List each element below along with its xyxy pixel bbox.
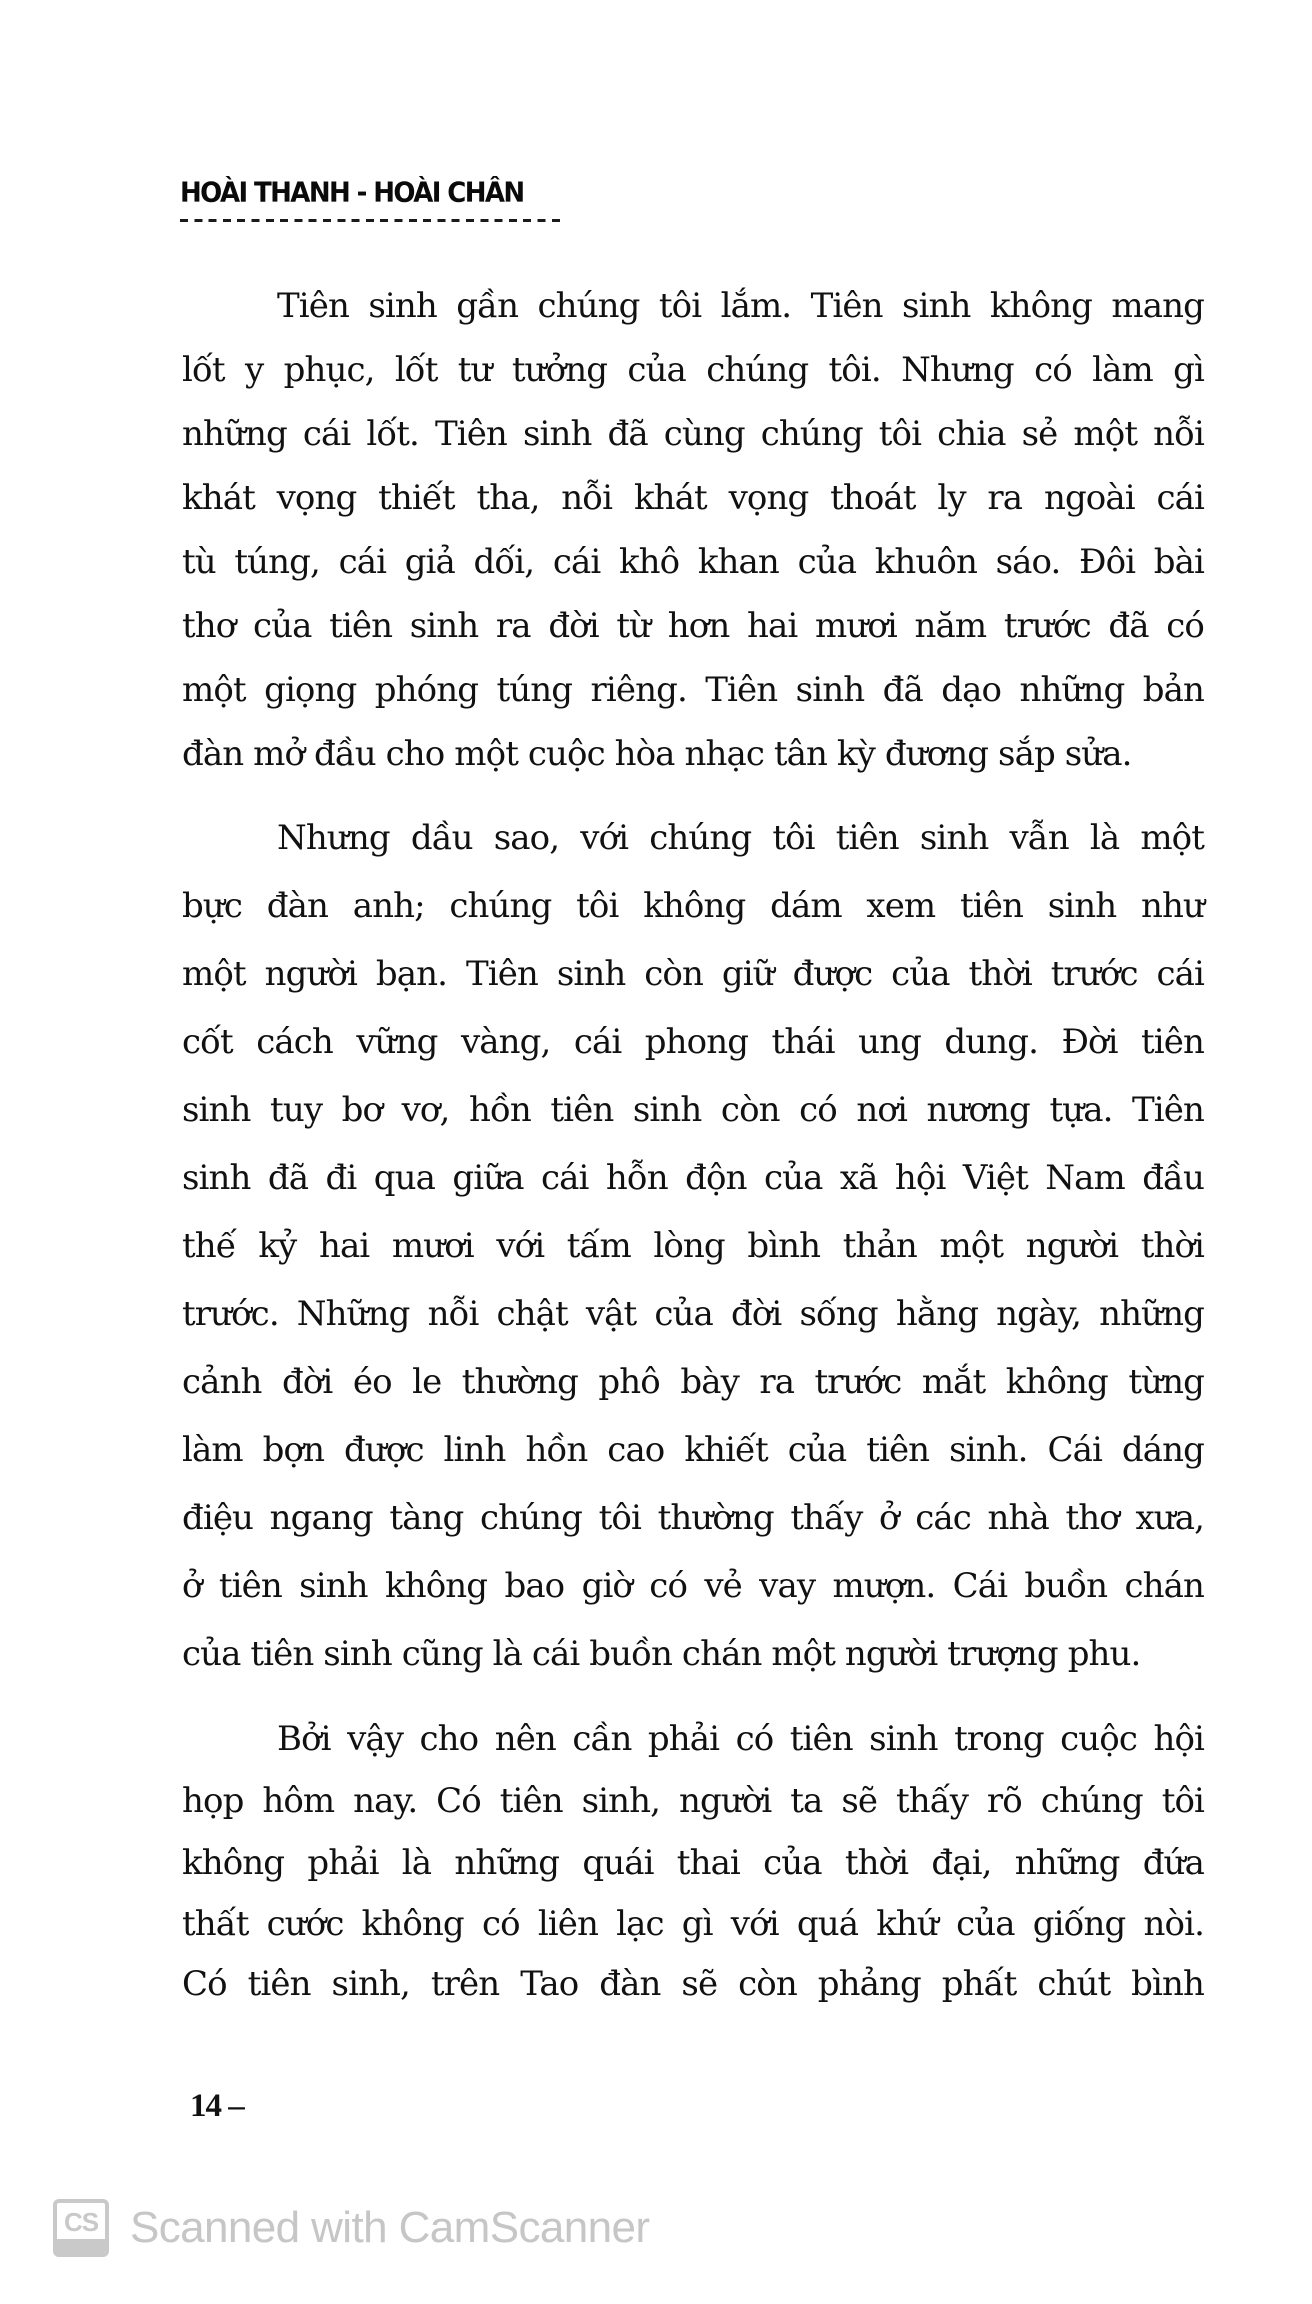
text-line: họp hôm nay. Có tiên sinh, người ta sẽ thấy rõ chúng tôi xyxy=(182,1781,1204,1821)
text-line: điệu ngang tàng chúng tôi thường thấy ở các nhà thơ xưa, xyxy=(182,1498,1204,1538)
camscanner-watermark xyxy=(53,2198,649,2258)
text-line: những cái lốt. Tiên sinh đã cùng chúng tôi chia sẻ một nỗi xyxy=(182,414,1204,454)
text-line: sinh đã đi qua giữa cái hỗn độn của xã hội Việt Nam đầu xyxy=(182,1158,1204,1198)
camscanner-logo-text: CS xyxy=(63,2207,99,2237)
text-line: thơ của tiên sinh ra đời từ hơn hai mươi năm trước đã có xyxy=(182,606,1204,646)
text-line: làm bợn được linh hồn cao khiết của tiên sinh. Cái dáng xyxy=(182,1430,1204,1470)
text-line: của tiên sinh cũng là cái buồn chán một người trượng phu. xyxy=(182,1634,1141,1674)
page-number: 14 – xyxy=(190,2088,244,2124)
text-line: Nhưng dầu sao, với chúng tôi tiên sinh vẫn là một xyxy=(277,818,1204,858)
text-line: sinh tuy bơ vơ, hồn tiên sinh còn có nơi nương tựa. Tiên xyxy=(182,1090,1204,1130)
header-dashed-rule xyxy=(180,219,566,222)
camscanner-logo-bar xyxy=(57,2239,105,2253)
text-line: cốt cách vững vàng, cái phong thái ung dung. Đời tiên xyxy=(182,1022,1204,1062)
text-line: Tiên sinh gần chúng tôi lắm. Tiên sinh không mang xyxy=(277,286,1204,326)
text-line: thế kỷ hai mươi với tấm lòng bình thản một người thời xyxy=(182,1226,1204,1266)
text-line: Có tiên sinh, trên Tao đàn sẽ còn phảng phất chút bình xyxy=(182,1964,1204,2004)
text-line: bực đàn anh; chúng tôi không dám xem tiên sinh như xyxy=(182,886,1204,926)
text-line: không phải là những quái thai của thời đại, những đứa xyxy=(182,1843,1204,1883)
text-line: lốt y phục, lốt tư tưởng của chúng tôi. Nhưng có làm gì xyxy=(182,350,1204,390)
text-line: đàn mở đầu cho một cuộc hòa nhạc tân kỳ đương sắp sửa. xyxy=(182,734,1132,774)
text-line: khát vọng thiết tha, nỗi khát vọng thoát ly ra ngoài cái xyxy=(182,478,1204,518)
text-line: ở tiên sinh không bao giờ có vẻ vay mượn. Cái buồn chán xyxy=(182,1566,1204,1606)
text-line: thất cước không có liên lạc gì với quá khứ của giống nòi. xyxy=(182,1904,1204,1944)
text-line: một người bạn. Tiên sinh còn giữ được của thời trước cái xyxy=(182,954,1204,994)
running-header: HOÀI THANH - HOÀI CHÂN xyxy=(180,177,524,209)
text-line: tù túng, cái giả dối, cái khô khan của khuôn sáo. Đôi bài xyxy=(182,542,1204,582)
text-line: trước. Những nỗi chật vật của đời sống hằng ngày, những xyxy=(182,1294,1204,1334)
text-line: Bởi vậy cho nên cần phải có tiên sinh trong cuộc hội xyxy=(277,1719,1204,1759)
camscanner-logo-icon xyxy=(53,2199,109,2257)
text-line: một giọng phóng túng riêng. Tiên sinh đã dạo những bản xyxy=(182,670,1204,710)
text-line: cảnh đời éo le thường phô bày ra trước mắt không từng xyxy=(182,1362,1204,1402)
watermark-text: Scanned with CamScanner xyxy=(130,2203,650,2252)
